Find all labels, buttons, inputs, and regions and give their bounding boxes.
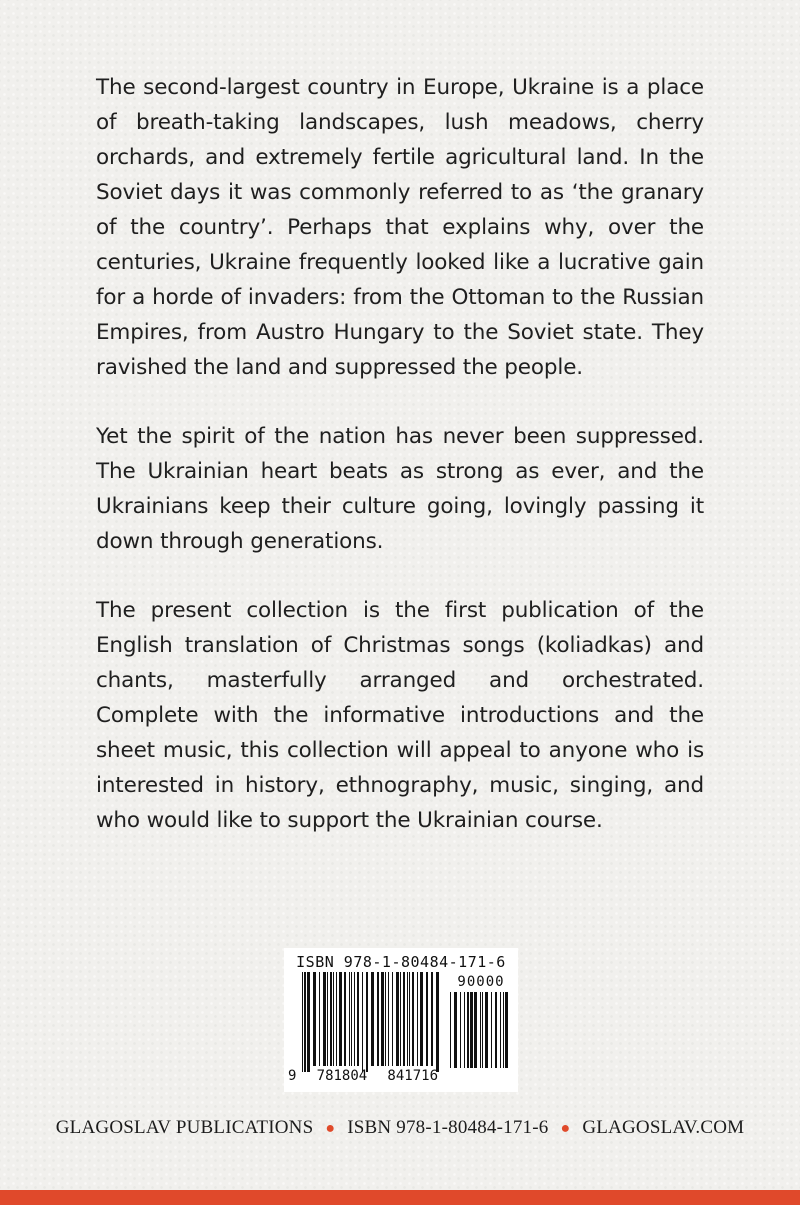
- bullet-dot-icon: ●: [560, 1120, 571, 1137]
- barcode-bar: [407, 972, 408, 1066]
- addon-barcode-bars: [444, 992, 514, 1072]
- barcode-bar: [327, 972, 328, 1066]
- barcode-bar: [420, 972, 423, 1066]
- blurb-paragraph-3: The present collection is the first publication of the English translation of Christmas songs (koliadkas) and chants, masterfully arranged and orchestrated. Complete with the informative introductions and the sheet music, this collection will appeal to anyone who is interested in history, ethnography, music, singing, and who would like to support the Ukrainian course.: [96, 598, 704, 833]
- blurb-paragraph-2: Yet the spirit of the nation has never been suppressed. The Ukrainian heart beats as strong as ever, and the Ukrainians keep their culture going, lovingly passing it down through generations.: [96, 424, 704, 554]
- barcode-bar: [454, 992, 457, 1068]
- barcode-bar: [464, 992, 465, 1068]
- publisher-footer: [0, 1117, 800, 1139]
- barcode-bar: [460, 992, 461, 1068]
- barcode-bar: [436, 972, 439, 1072]
- barcode-bar: [349, 972, 350, 1066]
- barcode-bar: [396, 972, 399, 1066]
- ean-barcode-bars: [284, 972, 442, 1072]
- barcode-bar: [362, 972, 363, 1072]
- barcode-bar: [319, 972, 320, 1066]
- barcode-bar: [400, 972, 401, 1066]
- barcode-bar: [431, 972, 433, 1066]
- barcode-bar: [485, 992, 488, 1068]
- barcode-bar: [371, 972, 374, 1066]
- footer-publisher: GLAGOSLAV PUBLICATIONS: [55, 1117, 314, 1138]
- footer-isbn: ISBN 978-1-80484-171-6: [347, 1117, 549, 1138]
- barcode-bar: [302, 972, 303, 1072]
- ean-left-digits: 781804: [316, 1068, 368, 1084]
- barcode-bar: [323, 972, 326, 1066]
- barcode-bar: [482, 992, 483, 1068]
- barcode-bar: [426, 972, 428, 1066]
- barcode-bar: [500, 992, 501, 1068]
- bullet-dot-icon: ●: [325, 1120, 336, 1137]
- barcode-bar: [409, 972, 410, 1066]
- barcode-bar: [491, 992, 492, 1068]
- barcode-bar: [339, 972, 342, 1066]
- barcode-bar: [351, 972, 352, 1066]
- back-cover-blurb: [96, 70, 704, 872]
- barcode-bar: [505, 992, 508, 1068]
- barcode-bar: [377, 972, 379, 1066]
- barcode-bar: [307, 972, 310, 1072]
- barcode-bar: [357, 972, 359, 1066]
- barcode-bar: [467, 992, 469, 1068]
- barcode-bar: [412, 972, 414, 1066]
- barcode-addon-digits: 90000: [457, 974, 505, 990]
- blurb-paragraph-1: The second-largest country in Europe, Ukraine is a place of breath-taking landscapes, lush meadows, cherry orchards, and extremely fertile agricultural land. In the Soviet days it was commonly referred to as ‘the granary of the country’. Perhaps that explains why, over the centuries, Ukraine frequently looked like a lucrative gain for a horde of invaders: from the Ottoman to the Russian Empires, from Austro Hungary to the Soviet state. They ravished the land and suppressed the people.: [96, 75, 704, 380]
- barcode-bar: [385, 972, 386, 1066]
- footer-website: GLAGOSLAV.COM: [582, 1117, 745, 1138]
- barcode-bar: [344, 972, 346, 1066]
- barcode-bar: [354, 972, 355, 1066]
- barcode-bar: [417, 972, 418, 1066]
- barcode-bar: [333, 972, 334, 1066]
- ean-first-digit: 9: [288, 1068, 297, 1084]
- ean-right-digits: 841716: [387, 1068, 438, 1084]
- barcode-bar: [366, 972, 368, 1072]
- barcode-bar: [503, 992, 504, 1068]
- barcode-bar: [474, 992, 477, 1068]
- barcode-bar: [313, 972, 316, 1066]
- barcode-bar: [495, 992, 497, 1068]
- barcode-bar: [336, 972, 337, 1066]
- barcode-bar: [388, 972, 389, 1066]
- accent-bottom-bar: [0, 1190, 800, 1205]
- barcode-bar: [330, 972, 332, 1066]
- isbn-barcode: [284, 948, 518, 1092]
- barcode-bar: [470, 992, 473, 1068]
- barcode-bar: [403, 972, 405, 1066]
- barcode-bar: [381, 972, 384, 1066]
- barcode-bar: [450, 992, 451, 1068]
- barcode-bar: [304, 972, 306, 1072]
- barcode-isbn-label: ISBN 978-1-80484-171-6: [296, 953, 506, 971]
- barcode-bar: [392, 972, 393, 1066]
- ean-digits: [284, 1068, 442, 1084]
- barcode-bar: [480, 992, 481, 1068]
